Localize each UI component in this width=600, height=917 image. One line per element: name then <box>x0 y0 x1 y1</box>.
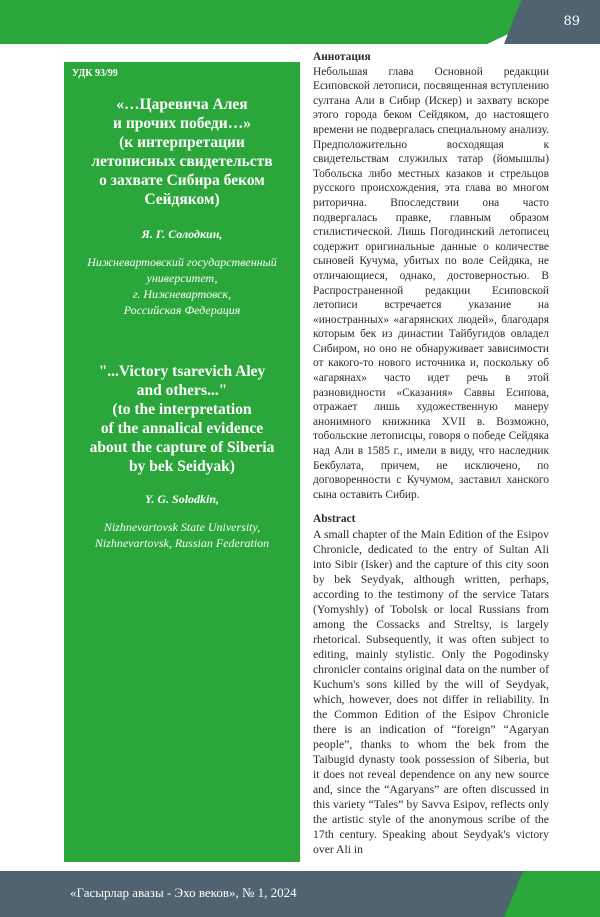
affiliation-line: г. Нижневартовск, <box>132 287 232 301</box>
affiliation-english <box>72 519 292 551</box>
affiliation-line: Российская Федерация <box>123 303 241 317</box>
title-en-line: (to the interpretation <box>112 401 252 418</box>
journal-reference: «Гасырлар авазы - Эхо веков», № 1, 2024 <box>70 885 297 900</box>
affiliation-line: Нижневартовский государственный <box>87 255 277 269</box>
footer-green-accent <box>504 871 600 917</box>
title-en-line: about the capture of Siberia <box>89 439 275 456</box>
page-number: 89 <box>563 14 580 29</box>
title-en-line: "...Victory tsarevich Aley <box>98 363 266 380</box>
title-english <box>72 362 292 476</box>
title-russian <box>72 95 292 209</box>
title-ru-line: о захвате Сибира беком <box>99 172 265 189</box>
header-green-band <box>0 0 580 44</box>
abstract-heading: Abstract <box>313 513 356 526</box>
affiliation-russian <box>72 254 292 318</box>
title-ru-line: Сейдяком) <box>144 191 220 208</box>
title-en-line: and others..." <box>136 382 228 399</box>
title-en-line: of the annalical evidence <box>100 420 264 437</box>
affiliation-line: университет, <box>146 271 218 285</box>
title-ru-line: (к интерпретации <box>119 134 245 151</box>
abstract-column <box>313 50 549 857</box>
author-russian: Я. Г. Солодкин, <box>141 227 223 241</box>
title-ru-line: и прочих победи…» <box>113 115 251 132</box>
affiliation-line: Nizhnevartovsk, Russian Federation <box>94 536 270 550</box>
annotation-heading: Аннотация <box>313 51 371 63</box>
footer-band <box>0 871 600 917</box>
author-english: Y. G. Solodkin, <box>144 492 220 506</box>
title-en-line: by bek Seidyak) <box>129 458 235 475</box>
udk-code: УДК 93/99 <box>72 68 118 79</box>
article-title-panel <box>64 62 300 862</box>
title-ru-line: летописных свидетельств <box>91 153 273 170</box>
abstract-text: A small chapter of the Main Edition of the Esipov Chronicle, dedicated to the entry of Sultan Ali into Sibir (Isker) and the capture of this city soon by bek Seydyak, although written, perhaps, according to the testimony of the service Tatars (Yomyshly) of Tobolsk or local Russians from among the Cossacks and Streltsy, is largely rhetorical. Subsequently, it was often subject to editing, mainly stylistic. Only the Pogodinsky chronicler contains original data on the number of Kuchum's sons killed by the will of Seydyak, which, however, does not differ in reliability. In the Common Edition of the Esipov Chronicle there is an indication of “foreign” “Agaryan people”, thanks to whom the bek from the Taibugid dynasty took possession of Siberia, but it does not reveal dependence on any new source and, since the “Agaryans” are often discussed in this variety “Tales” by Savva Esipov, reflects only the artistic style of the anonymous scribe of the 17th century. Speaking about Seydyak's victory over Ali in <box>313 528 549 856</box>
annotation-text: Небольшая глава Основной редакции Есиповской летописи, посвященная вступлению султана Али в Сибир (Искер) и захвату вскоре этого города беком Сейдяком, до настоящего времени не подвергалась специальному анализу. Предположительно восходящая к свидетельствам служилых татар (йомышлы) Тобольска либо местных казаков и стрельцов русского происхождения, эта глава во многом риторична. Впоследствии она часто подвергалась правке, главным образом стилистической. Лишь Погодинский летописец содержит оригинальные данные о количестве сыновей Кучума, убитых по воле Сейдяка, не отличающиеся, однако, достоверностью. В Распространенной редакции Есиповской летописи встречается указание на «иностранных» «агарянских людей», благодаря которым бек из династии Тайбугидов овладел Сибиром, но оно не обнаруживает зависимости от какого-то нового источника и, поскольку об «агарянах» часто идет речь в этой разновидности «Сказания» Саввы Есипова, отражает лишь художественную манеру анонимного книжника XVII в. Возможно, тобольские летописцы, говоря о победе Сейдяка над Али в 1585 г., имели в виду, что наследник Бекбулата, причем, не исключено, по договоренности с Кучумом, заставил ханского сына оставить Сибир. <box>313 65 549 501</box>
title-ru-line: «…Царевича Алея <box>116 96 248 113</box>
affiliation-line: Nizhnevartovsk State University, <box>103 520 261 534</box>
